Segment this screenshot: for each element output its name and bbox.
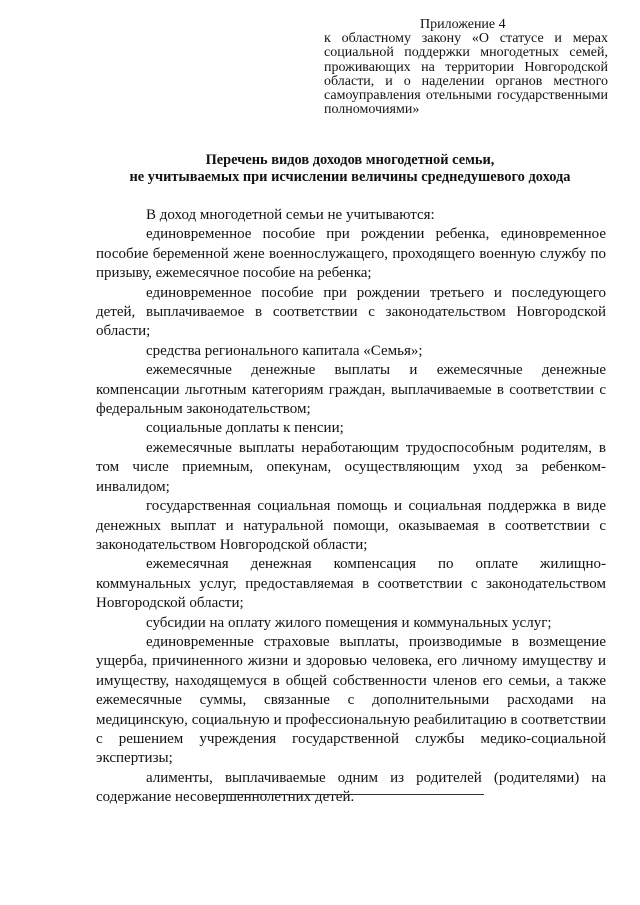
list-item: ежемесячные выплаты неработающим трудоспособным родителям, в том числе приемным, опекунам, осуществляющим уход за ребенком-инвалидом; [96, 439, 606, 495]
heading-line-1: Перечень видов доходов многодетной семьи, [205, 152, 495, 168]
document-heading [96, 152, 604, 186]
heading-line-2: не учитываемых при исчислении величины среднедушевого дохода [129, 169, 571, 185]
appendix-text: к областному закону «О статусе и мерах социальной поддержки многодетных семей, проживающих на территории Новгородской области, и о наделении органов местного самоуправления отельными государственными полномочиями» [324, 31, 608, 118]
list-item: единовременные страховые выплаты, производимые в возмещение ущерба, причиненного жизни и здоровью человека, его личному имуществу и имуществу, находящемуся в общей собственности членов его семьи, а также ежемесячные суммы, связанные с дополнительными расходами на медицинскую, социальную и профессиональную реабилитацию в соответствии с решением учреждения государственной службы медико-социальной экспертизы; [96, 633, 606, 767]
appendix-title: Приложение 4 [420, 17, 506, 32]
list-item: единовременное пособие при рождении третьего и последующего детей, выплачиваемое в соответствии с законодательством Новгородской области; [96, 284, 606, 340]
intro-paragraph: В доход многодетной семьи не учитываются: [146, 207, 435, 223]
list-item: государственная социальная помощь и социальная поддержка в виде денежных выплат и натуральной помощи, оказываемая в соответствии с законодательством Новгородской области; [96, 498, 606, 553]
end-separator-line [222, 794, 484, 795]
list-item: средства регионального капитала «Семья»; [146, 342, 423, 359]
appendix-block [324, 18, 608, 117]
list-item: ежемесячная денежная компенсация по оплате жилищно-коммунальных услуг, предоставляемая в соответствии с законодательством Новгородской области; [96, 556, 606, 612]
list-item: субсидии на оплату жилого помещения и коммунальных услуг; [146, 614, 552, 631]
list-item: алименты, выплачиваемые одним из родителей (родителями) на содержание несовершеннолетних детей. [96, 769, 606, 806]
list-item: единовременное пособие при рождении ребенка, единовременное пособие беременной жене военнослужащего, проходящего военную службу по призыву, ежемесячное пособие на ребенка; [96, 226, 606, 282]
list-item: социальные доплаты к пенсии; [146, 420, 344, 437]
list-item: ежемесячные денежные выплаты и ежемесячные денежные компенсации льготным категориям граждан, выплачиваемые в соответствии с федеральным законодательством; [96, 362, 606, 418]
document-body [96, 206, 606, 808]
